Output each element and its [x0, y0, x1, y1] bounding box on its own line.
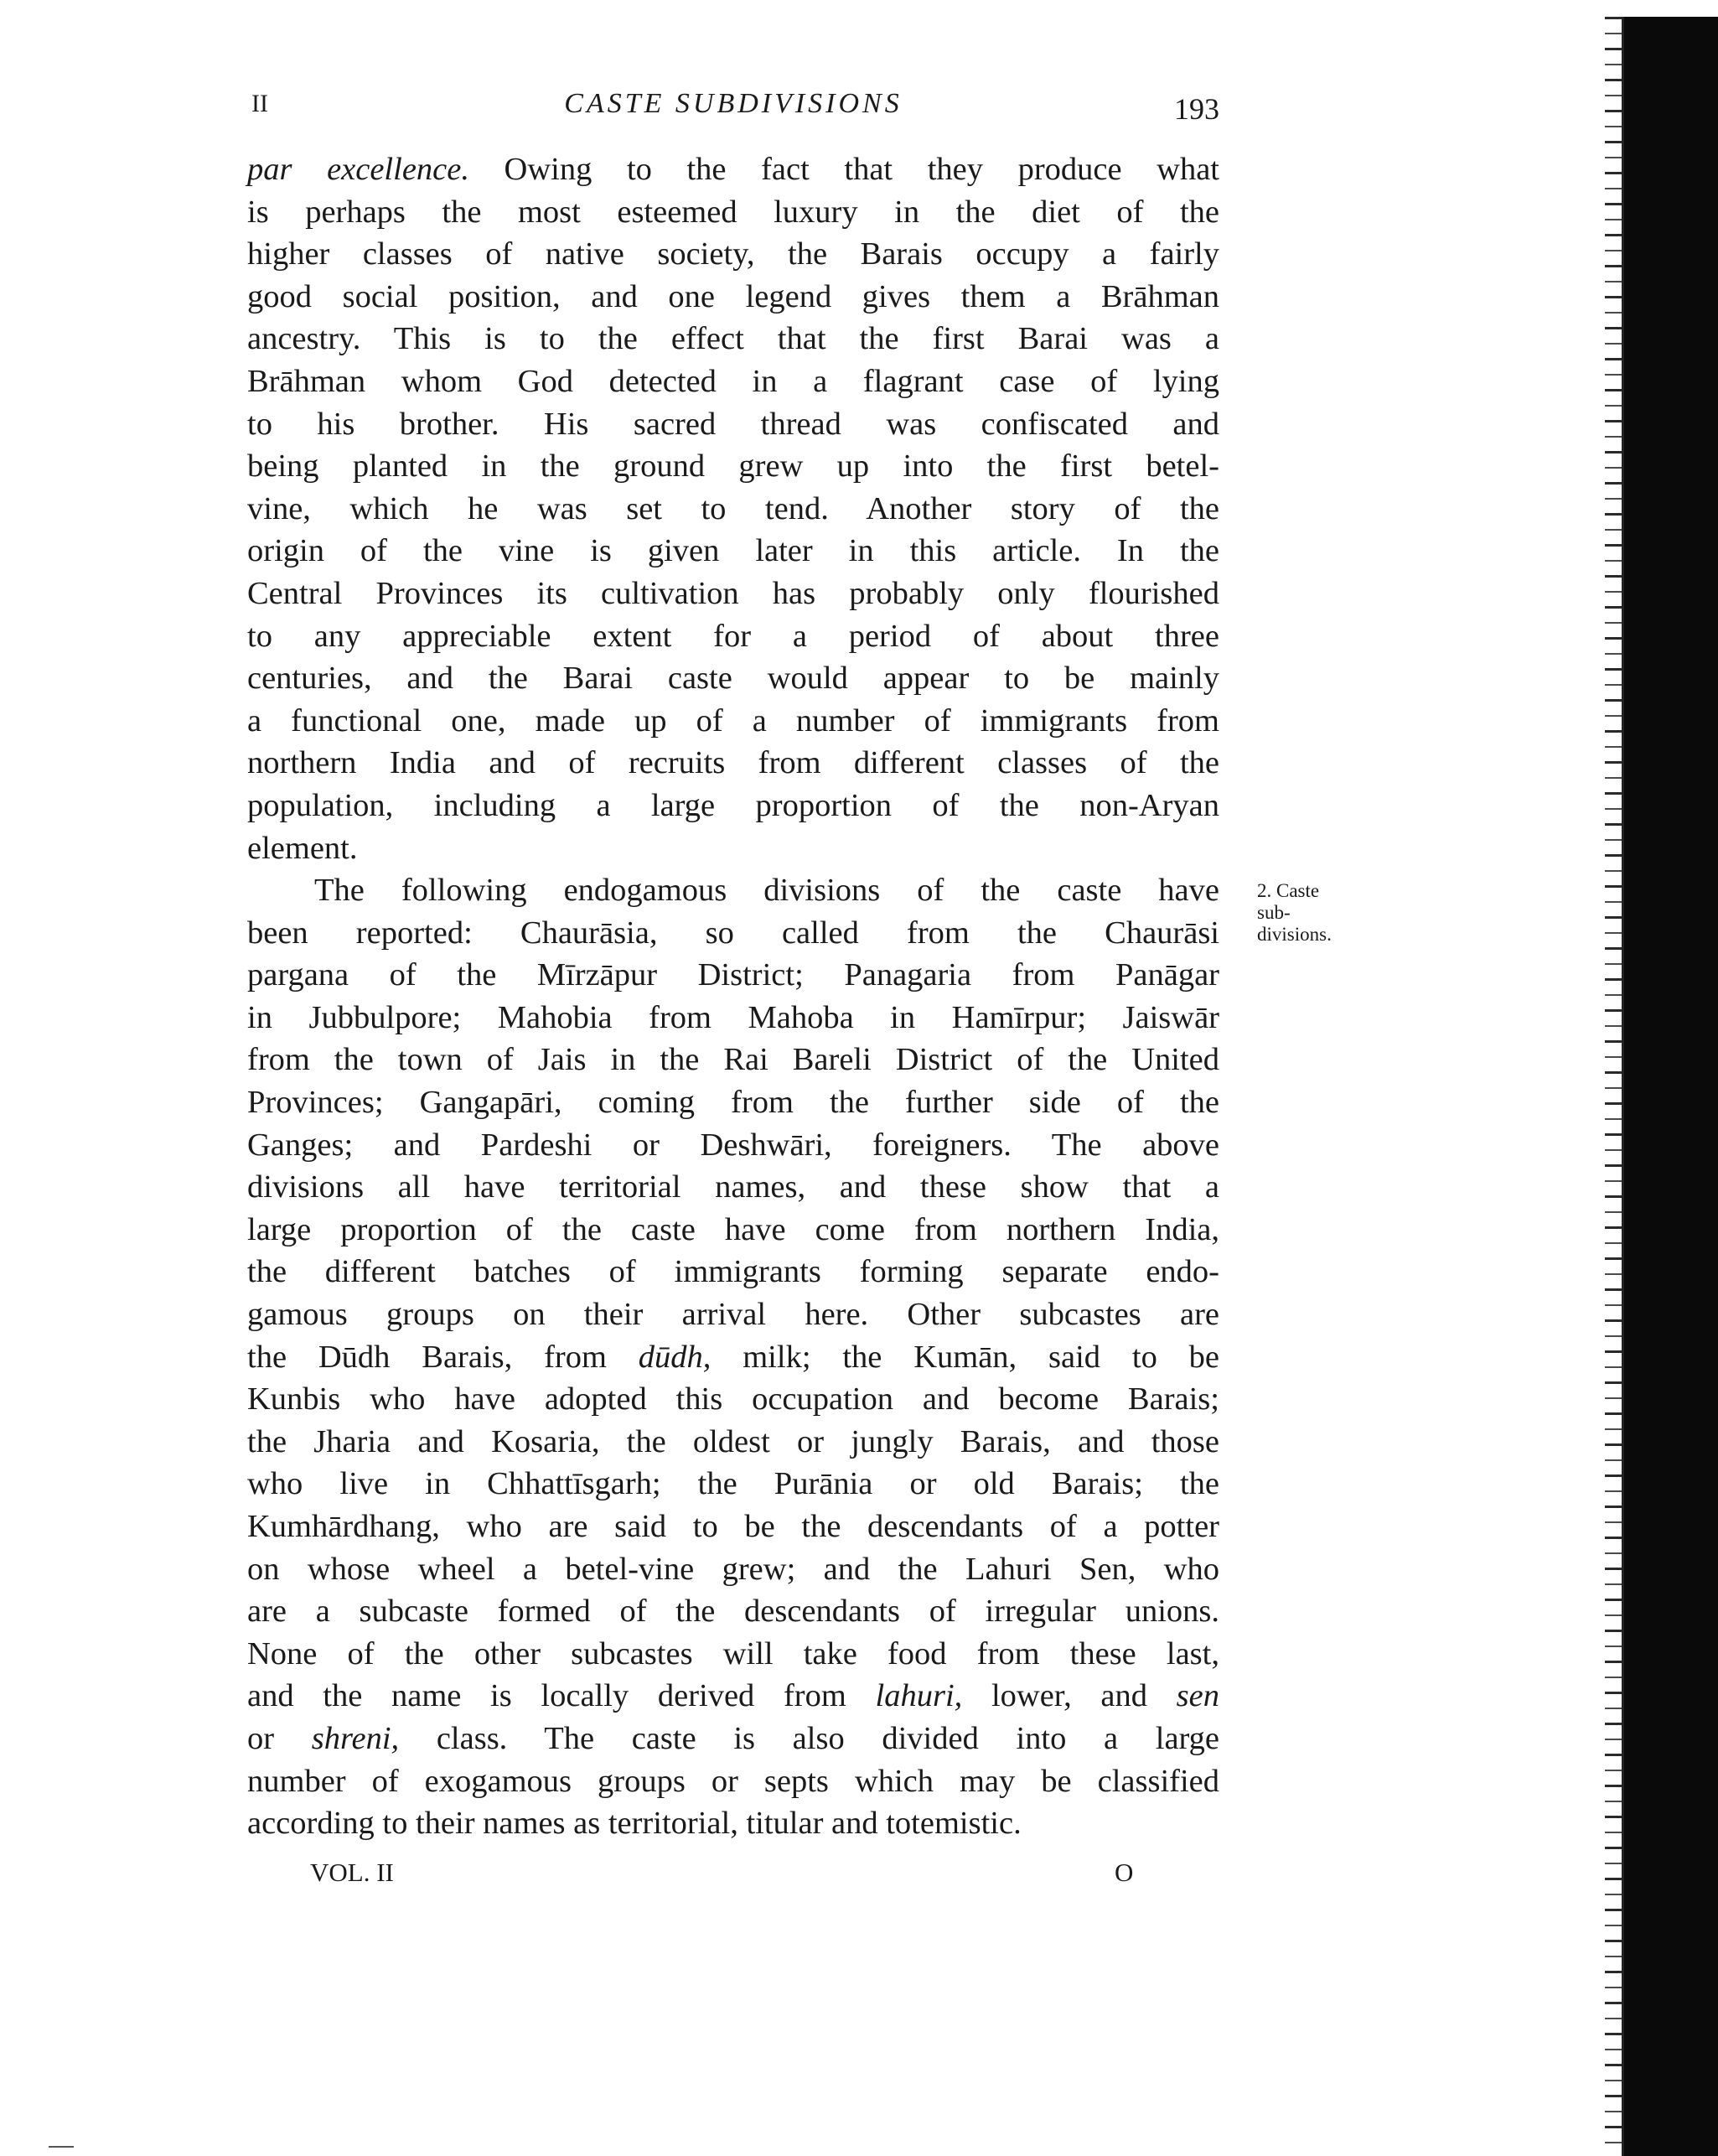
text-line: origin of the vine is given later in this article. In the — [247, 533, 1219, 569]
text-line: Central Provinces its cultivation has probably only flourished — [247, 575, 1219, 611]
text-line: good social position, and one legend gives them a Brāhman — [247, 278, 1219, 314]
running-head — [247, 88, 1219, 130]
text-line: Kumhārdhang, who are said to be the descendants of a potter — [247, 1509, 1219, 1544]
text-line: vine, which he was set to tend. Another story of the — [247, 490, 1219, 526]
text-line: number of exogamous groups or septs which may be classified — [247, 1763, 1219, 1799]
body-text — [247, 148, 1219, 1845]
text-line: gamous groups on their arrival here. Other subcastes are — [247, 1297, 1219, 1333]
text-line: Kunbis who have adopted this occupation and become Barais; — [247, 1381, 1219, 1417]
text-line: are a subcaste formed of the descendants of irregular unions. — [247, 1594, 1219, 1630]
text-line: been reported: Chaurāsia, so called from the Chaurāsi — [247, 915, 1219, 951]
text-line: population, including a large proportion of the non-Aryan — [247, 787, 1219, 823]
header-volume-roman: II — [251, 90, 268, 117]
margin-note-line: 2. Caste — [1257, 880, 1320, 901]
margin-note — [1257, 880, 1349, 946]
footer-volume: VOL. II — [310, 1858, 394, 1887]
page-edge-line — [1622, 17, 1624, 2156]
text-line: the Dūdh Barais, from dūdh, milk; the Kumān, said to be — [247, 1339, 1219, 1375]
text-line: in Jubbulpore; Mahobia from Mahoba in Hamīrpur; Jaiswār — [247, 999, 1219, 1035]
page-footer — [310, 1858, 1148, 1888]
header-title: CASTE SUBDIVISIONS — [564, 88, 903, 119]
text-line: northern India and of recruits from different classes of the — [247, 745, 1219, 781]
margin-note-line: divisions. — [1257, 924, 1332, 945]
text-line: The following endogamous divisions of the caste have — [314, 873, 1219, 909]
text-line: to any appreciable extent for a period of about three — [247, 618, 1219, 654]
text-line: and the name is locally derived from lahuri, lower, and sen — [247, 1678, 1219, 1714]
text-line: a functional one, made up of a number of immigrants from — [247, 702, 1219, 739]
text-line: is perhaps the most esteemed luxury in the diet of the — [247, 194, 1219, 230]
text-line: from the town of Jais in the Rai Bareli District of the United — [247, 1042, 1219, 1078]
text-line: being planted in the ground grew up into the first betel- — [247, 448, 1219, 485]
text-line: the Jharia and Kosaria, the oldest or jungly Barais, and those — [247, 1423, 1219, 1459]
text-line: or shreni, class. The caste is also divided into a large — [247, 1720, 1219, 1756]
text-line: according to their names as territorial, titular and totemistic. — [247, 1806, 1022, 1842]
text-line: par excellence. Owing to the fact that they produce what — [247, 152, 1219, 187]
footer-signature: O — [1115, 1858, 1134, 1887]
text-line: divisions all have territorial names, and these show that a — [247, 1169, 1219, 1205]
page-edge-shadow — [1622, 17, 1718, 2156]
text-line: element. — [247, 830, 358, 866]
text-line: Provinces; Gangapāri, coming from the further side of the — [247, 1085, 1219, 1121]
text-line: centuries, and the Barai caste would appear to be mainly — [247, 661, 1219, 697]
text-line: large proportion of the caste have come from northern India, — [247, 1211, 1219, 1247]
text-line: Ganges; and Pardeshi or Deshwāri, foreigners. The above — [247, 1127, 1219, 1163]
margin-note-line: sub- — [1257, 902, 1291, 923]
text-line: pargana of the Mīrzāpur District; Panagaria from Panāgar — [247, 957, 1219, 993]
text-line: to his brother. His sacred thread was confiscated and — [247, 406, 1219, 442]
text-line: the different batches of immigrants forming separate endo- — [247, 1254, 1219, 1290]
text-line: who live in Chhattīsgarh; the Purānia or old Barais; the — [247, 1466, 1219, 1502]
text-line: None of the other subcastes will take food from these last, — [247, 1635, 1219, 1671]
page-number: 193 — [1174, 92, 1219, 126]
text-line: on whose wheel a betel-vine grew; and the Lahuri Sen, who — [247, 1551, 1219, 1587]
text-line: higher classes of native society, the Barais occupy a fairly — [247, 236, 1219, 272]
text-line: ancestry. This is to the effect that the first Barai was a — [247, 321, 1219, 357]
stray-mark — [49, 2146, 74, 2148]
text-line: Brāhman whom God detected in a flagrant case of lying — [247, 363, 1219, 399]
